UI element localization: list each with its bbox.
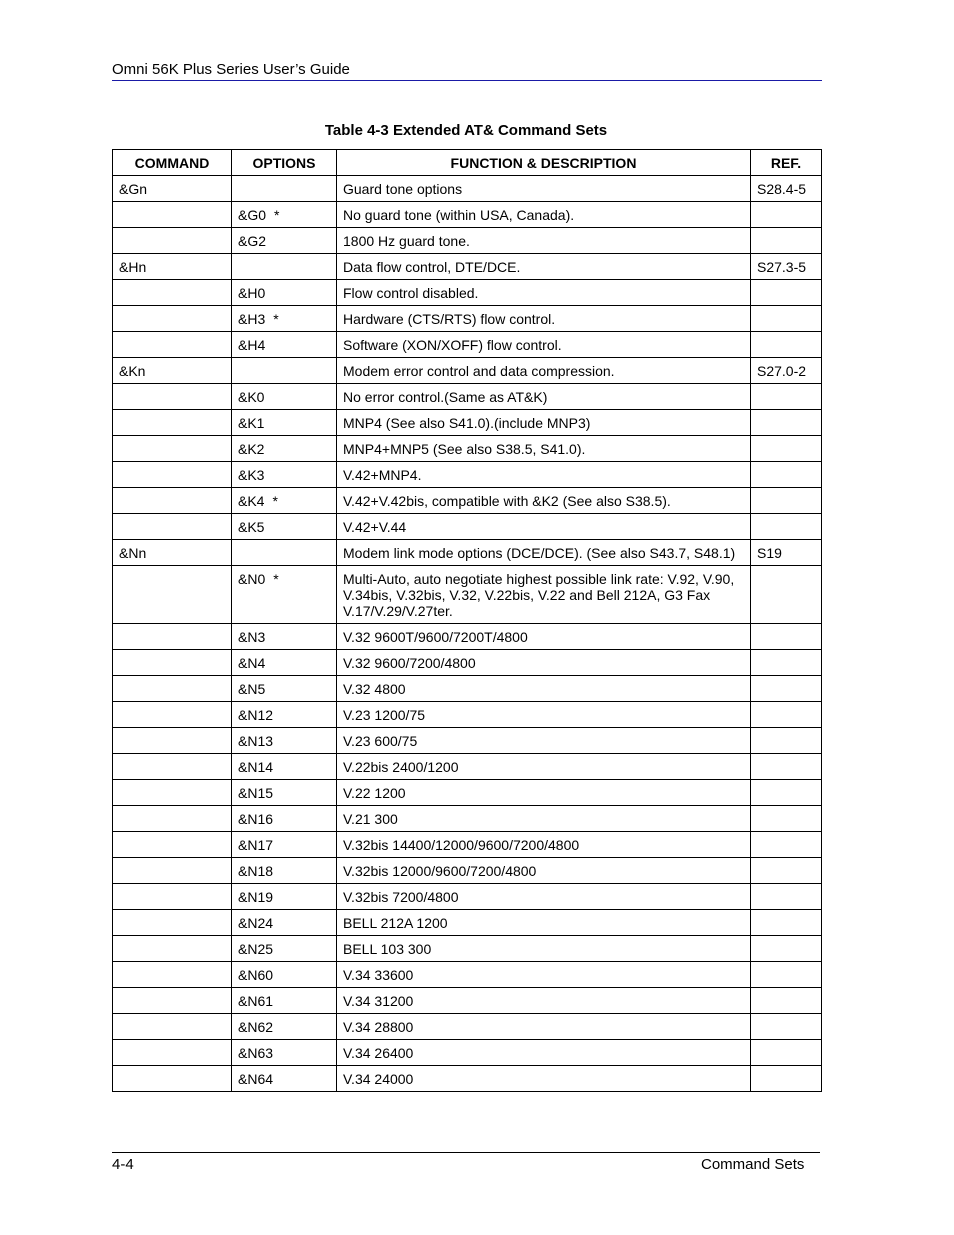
description-cell: MNP4 (See also S41.0).(include MNP3) [337,410,751,436]
option-cell [232,806,337,832]
option-code: &N18 [238,863,274,879]
ref-cell [751,936,822,962]
option-code: &N19 [238,889,274,905]
ref-cell [751,884,822,910]
column-header-ref: REF. [751,150,822,176]
option-code: &K1 [238,415,265,431]
option-cell [232,624,337,650]
table-header-row [113,150,822,176]
option-cell [232,650,337,676]
option-cell [232,1014,337,1040]
description-cell: Software (XON/XOFF) flow control. [337,332,751,358]
option-cell [232,410,337,436]
option-code: &N12 [238,707,274,723]
option-cell [232,306,337,332]
description-cell: V.42+V.44 [337,514,751,540]
ref-cell [751,676,822,702]
ref-cell [751,702,822,728]
ref-cell [751,436,822,462]
option-code: &N25 [238,941,274,957]
table-row [113,280,822,306]
option-cell [232,228,337,254]
option-code: &N14 [238,759,274,775]
description-cell: V.32 9600T/9600/7200T/4800 [337,624,751,650]
ref-cell [751,728,822,754]
option-cell [232,728,337,754]
table-row [113,624,822,650]
command-cell [113,384,232,410]
option-code: &N24 [238,915,274,931]
table-row [113,1066,822,1092]
command-cell [113,566,232,624]
command-cell [113,410,232,436]
table-row [113,358,822,384]
table-row [113,306,822,332]
option-cell [232,514,337,540]
default-marker: * [273,571,279,587]
option-cell [232,858,337,884]
command-cell [113,228,232,254]
table-row [113,858,822,884]
command-cell [113,1014,232,1040]
table-row [113,228,822,254]
table-row [113,884,822,910]
command-cell [113,280,232,306]
option-cell [232,676,337,702]
option-code: &G0 [238,207,267,223]
table-row [113,832,822,858]
command-cell [113,488,232,514]
description-cell: V.21 300 [337,806,751,832]
command-cell [113,936,232,962]
description-cell: V.34 26400 [337,1040,751,1066]
ref-cell [751,332,822,358]
table-row [113,910,822,936]
command-cell [113,780,232,806]
command-cell: &Kn [113,358,232,384]
column-header-description: FUNCTION & DESCRIPTION [337,150,751,176]
option-cell [232,962,337,988]
command-cell [113,910,232,936]
table-row [113,176,822,202]
description-cell: V.22 1200 [337,780,751,806]
command-cell [113,884,232,910]
table-row [113,650,822,676]
table-row [113,566,822,624]
command-cell [113,806,232,832]
description-cell: Multi-Auto, auto negotiate highest possible link rate: V.92, V.90, V.34bis, V.32bis, V.32, V.22bis, V.22 and Bell 212A, G3 Fax V.17/V.29/V.27ter. [337,566,751,624]
option-cell [232,910,337,936]
command-cell [113,514,232,540]
command-cell [113,306,232,332]
command-cell [113,436,232,462]
description-cell: V.34 33600 [337,962,751,988]
description-cell: V.42+MNP4. [337,462,751,488]
option-code: &N5 [238,681,266,697]
command-cell [113,332,232,358]
ref-cell [751,754,822,780]
description-cell: V.32bis 12000/9600/7200/4800 [337,858,751,884]
description-cell: V.34 24000 [337,1066,751,1092]
command-cell [113,676,232,702]
option-cell [232,332,337,358]
table-row [113,462,822,488]
column-header-command: COMMAND [113,150,232,176]
option-code: &N3 [238,629,266,645]
option-code: &N4 [238,655,266,671]
ref-cell [751,988,822,1014]
command-cell [113,1066,232,1092]
ref-cell [751,410,822,436]
ref-cell [751,488,822,514]
description-cell: Guard tone options [337,176,751,202]
option-code: &N62 [238,1019,274,1035]
command-table [112,149,822,1092]
table-caption: Table 4-3 Extended AT& Command Sets [324,122,608,139]
option-cell [232,280,337,306]
option-code: &N63 [238,1045,274,1061]
description-cell: V.34 28800 [337,1014,751,1040]
table-row [113,332,822,358]
description-cell: 1800 Hz guard tone. [337,228,751,254]
description-cell: Hardware (CTS/RTS) flow control. [337,306,751,332]
table-row [113,754,822,780]
description-cell: V.23 1200/75 [337,702,751,728]
option-code: &H3 [238,311,266,327]
description-cell: MNP4+MNP5 (See also S38.5, S41.0). [337,436,751,462]
option-cell [232,1066,337,1092]
table-row [113,436,822,462]
table-row [113,780,822,806]
command-cell [113,202,232,228]
option-code: &H0 [238,285,266,301]
ref-cell [751,858,822,884]
option-cell [232,832,337,858]
table-row [113,1014,822,1040]
option-cell [232,780,337,806]
table-row [113,410,822,436]
option-cell [232,754,337,780]
table-row [113,384,822,410]
option-code: &N64 [238,1071,274,1087]
command-cell [113,624,232,650]
option-cell [232,436,337,462]
table-row [113,962,822,988]
ref-cell [751,962,822,988]
option-cell [232,1040,337,1066]
option-code: &K3 [238,467,265,483]
header-title: Omni 56K Plus Series User’s Guide [112,61,350,78]
ref-cell: S27.0-2 [751,358,822,384]
description-cell: V.23 600/75 [337,728,751,754]
description-cell: Modem error control and data compression. [337,358,751,384]
footer-rule [112,1152,820,1153]
table-body [113,176,822,1092]
footer-section-title: Command Sets [701,1156,805,1173]
description-cell: No error control.(Same as AT&K) [337,384,751,410]
ref-cell [751,306,822,332]
ref-cell: S19 [751,540,822,566]
option-cell [232,202,337,228]
description-cell: V.42+V.42bis, compatible with &K2 (See also S38.5). [337,488,751,514]
command-cell [113,832,232,858]
description-cell: BELL 103 300 [337,936,751,962]
option-code: &N0 [238,571,266,587]
option-code: &N17 [238,837,274,853]
option-cell [232,988,337,1014]
option-code: &K5 [238,519,265,535]
table-row [113,676,822,702]
ref-cell [751,1066,822,1092]
table-row [113,988,822,1014]
ref-cell [751,280,822,306]
default-marker: * [272,493,278,509]
ref-cell [751,624,822,650]
ref-cell [751,650,822,676]
description-cell: BELL 212A 1200 [337,910,751,936]
option-code: &K0 [238,389,265,405]
option-code: &H4 [238,337,266,353]
option-code: &N16 [238,811,274,827]
table-row [113,936,822,962]
option-code: &N60 [238,967,274,983]
command-cell [113,702,232,728]
ref-cell [751,1040,822,1066]
option-cell [232,384,337,410]
ref-cell [751,228,822,254]
ref-cell [751,910,822,936]
ref-cell [751,462,822,488]
ref-cell [751,566,822,624]
option-code: &N13 [238,733,274,749]
ref-cell [751,806,822,832]
option-code: &G2 [238,233,267,249]
ref-cell [751,832,822,858]
page-header [112,60,822,81]
table-row [113,540,822,566]
option-cell [232,566,337,624]
command-cell [113,1040,232,1066]
option-code: &K4 [238,493,265,509]
command-cell: &Hn [113,254,232,280]
description-cell: V.32 9600/7200/4800 [337,650,751,676]
option-cell [232,462,337,488]
ref-cell [751,202,822,228]
description-cell: V.32 4800 [337,676,751,702]
table-row [113,488,822,514]
table-row [113,806,822,832]
table-row [113,1040,822,1066]
description-cell: Flow control disabled. [337,280,751,306]
option-cell [232,884,337,910]
option-cell [232,540,337,566]
command-cell [113,858,232,884]
default-marker: * [274,207,280,223]
table-row [113,702,822,728]
ref-cell [751,384,822,410]
command-cell [113,988,232,1014]
description-cell: No guard tone (within USA, Canada). [337,202,751,228]
default-marker: * [273,311,279,327]
description-cell: V.32bis 14400/12000/9600/7200/4800 [337,832,751,858]
table-row [113,202,822,228]
ref-cell [751,514,822,540]
option-cell [232,702,337,728]
description-cell: V.32bis 7200/4800 [337,884,751,910]
command-cell [113,962,232,988]
command-cell: &Nn [113,540,232,566]
command-cell [113,728,232,754]
option-cell [232,936,337,962]
table-row [113,728,822,754]
ref-cell: S28.4-5 [751,176,822,202]
option-code: &N15 [238,785,274,801]
column-header-options: OPTIONS [232,150,337,176]
ref-cell [751,1014,822,1040]
description-cell: V.22bis 2400/1200 [337,754,751,780]
ref-cell: S27.3-5 [751,254,822,280]
option-cell [232,254,337,280]
command-cell [113,754,232,780]
option-cell [232,176,337,202]
description-cell: Data flow control, DTE/DCE. [337,254,751,280]
table-row [113,514,822,540]
option-code: &K2 [238,441,265,457]
command-cell [113,650,232,676]
table-row [113,254,822,280]
page-number: 4-4 [112,1156,134,1173]
option-cell [232,488,337,514]
ref-cell [751,780,822,806]
description-cell: V.34 31200 [337,988,751,1014]
option-code: &N61 [238,993,274,1009]
command-cell [113,462,232,488]
description-cell: Modem link mode options (DCE/DCE). (See also S43.7, S48.1) [337,540,751,566]
option-cell [232,358,337,384]
command-cell: &Gn [113,176,232,202]
